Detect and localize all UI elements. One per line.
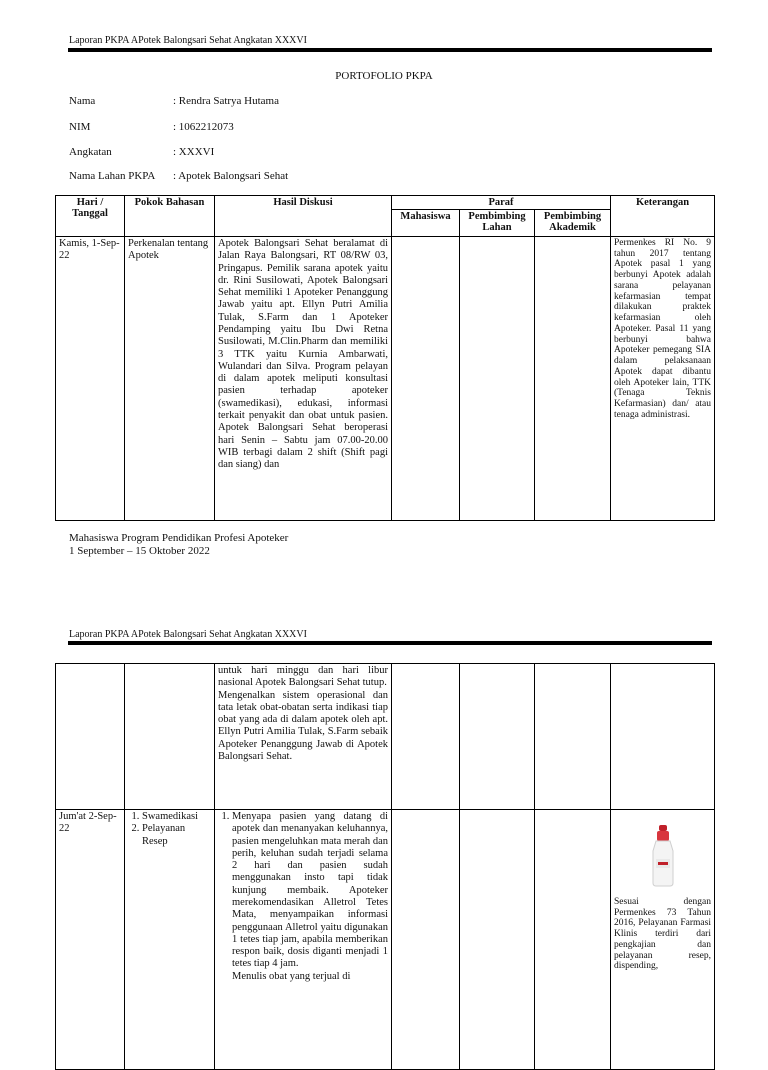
running-header: Laporan PKPA APotek Balongsari Sehat Angkatan XXXVI <box>69 35 307 46</box>
hasil-item: 1. Menyapa pasien yang datang di apotek dan menanyakan keluhannya, pasien mengeluhkan mata merah dan perih, keluhan sudah terjadi selama 2 hari dan pasien sudah menggunakan insto tapi tidak kunjung membaik. Apoteker merekomendasikan Alletrol Tetes Mata, menyampaikan informasi penggunaan Alletrol yaitu digunakan 1 tetes tiap jam, apabila memberikan respon baik, dosis diganti menjadi 1 tetes tiap 4 jam. <box>232 811 388 971</box>
identity-value: : 1062212073 <box>173 121 234 133</box>
portfolio-table <box>55 195 715 521</box>
page-title: PORTOFOLIO PKPA <box>335 70 433 82</box>
cell-paraf-akademik <box>535 237 611 521</box>
cell-hari: Jum'at 2-Sep-22 <box>56 810 125 1070</box>
cell-paraf-akademik <box>535 664 611 810</box>
identity-label: Angkatan <box>69 146 112 158</box>
page-footer <box>69 532 288 558</box>
identity-name <box>69 95 279 107</box>
identity-label: Nama <box>69 95 96 107</box>
header-pembimbing-akademik: Pembimbing Akademik <box>535 210 611 237</box>
cell-hasil: Apotek Balongsari Sehat beralamat di Jalan Raya Balongsari, RT 08/RW 03, Pringapus. Pemilik sarana apotek yaitu dr. Rini Susilowati, Apotek Balongsari Sehat memiliki 1 Apoteker Penanggung Jawab yaitu apt. Ellyn Putri Amilia Tulak, S.Farm dan 1 Apoteker Pendamping yaitu Ibu Dwi Retna Susilowati, M.Clin.Pharm dan memiliki 3 TTK yaitu Kurnia Ambarwati, Wulandari dan Silva. Program pelayan di dalam apotek meliputi konsultasi pasien terhadap apoteker (swamedikasi), edukasi, informasi terkait penyakit dan obat untuk pasien. Apotek Balongsari Sehat beroperasi hari Senin – Sabtu jam 07.00-20.00 WIB terbagi dalam 2 shift (Shift pagi dan siang) dan <box>215 237 392 521</box>
header-pembimbing-lahan: Pembimbing Lahan <box>460 210 535 237</box>
portfolio-table-continued <box>55 663 715 1070</box>
table-row <box>56 237 715 521</box>
identity-lahan <box>69 170 288 182</box>
footer-line: Mahasiswa Program Pendidikan Profesi Apoteker <box>69 532 289 544</box>
identity-label: Nama Lahan PKPA <box>69 170 156 182</box>
header-paraf: Paraf <box>392 196 611 210</box>
keterangan-text: Sesuai dengan Permenkes 73 Tahun 2016, Pelayanan Farmasi Klinis terdiri dari pengkajian dan pelayanan resep, dispending, <box>614 897 711 972</box>
table-row <box>56 810 715 1070</box>
footer-line: 1 September – 15 Oktober 2022 <box>69 545 210 558</box>
hasil-paragraph: Mengenalkan sistem operasional dan tata letak obat-obatan serta indikasi tiap obat yang ada di dalam apotek oleh apt. Ellyn Putri Amilia Tulak, S.Farm sebaik Apoteker Penanggung Jawab di Apotek Balongsari Sehat. <box>218 689 388 762</box>
cell-paraf-mahasiswa <box>392 664 460 810</box>
cell-hari: Kamis, 1-Sep-22 <box>56 237 125 521</box>
cell-paraf-mahasiswa <box>392 237 460 521</box>
cell-hari <box>56 664 125 810</box>
identity-nim <box>69 121 234 133</box>
header-mahasiswa: Mahasiswa <box>392 210 460 237</box>
pokok-item: 1. Swamedikasi <box>142 811 211 823</box>
cell-paraf-lahan <box>460 237 535 521</box>
hasil-paragraph: untuk hari minggu dan hari libur nasional Apotek Balongsari Sehat tutup. <box>218 665 388 689</box>
identity-value: : XXXVI <box>173 146 215 158</box>
table-row <box>56 664 715 810</box>
header-rule <box>68 48 712 52</box>
header-hari: Hari / Tanggal <box>56 196 125 237</box>
cell-keterangan <box>611 810 715 1070</box>
cell-keterangan: Permenkes RI No. 9 tahun 2017 tentang Apotek pasal 1 yang berbunyi Apotek adalah sarana pelayanan kefarmasian tempat dilakukan praktek kefarmasian oleh Apoteker. Pasal 11 yang berbunyi bahwa Apoteker pemegang SIA dalam pelaksanaan Apotek dapat dibantu oleh Apoteker lain, TTK (Tenaga Teknis Kefarmasian) dan/ atau tenaga administrasi. <box>611 237 715 521</box>
identity-value: : Rendra Satrya Hutama <box>173 95 279 107</box>
cell-paraf-mahasiswa <box>392 810 460 1070</box>
header-rule <box>68 641 712 645</box>
header-pokok: Pokok Bahasan <box>125 196 215 237</box>
cell-pokok: Perkenalan tentang Apotek <box>125 237 215 521</box>
hasil-continuation: Menulis obat yang terjual di <box>232 970 351 982</box>
identity-value: : Apotek Balongsari Sehat <box>173 170 289 182</box>
pokok-item: 2. Pelayanan Resep <box>142 823 211 848</box>
header-hasil: Hasil Diskusi <box>215 196 392 237</box>
cell-hasil <box>215 664 392 810</box>
cell-paraf-lahan <box>460 664 535 810</box>
cell-keterangan <box>611 664 715 810</box>
identity-label: NIM <box>69 121 91 133</box>
cell-paraf-lahan <box>460 810 535 1070</box>
cell-paraf-akademik <box>535 810 611 1070</box>
cell-hasil <box>215 810 392 1070</box>
cell-pokok <box>125 810 215 1070</box>
cell-pokok <box>125 664 215 810</box>
eye-drop-bottle-image <box>648 825 678 887</box>
identity-angkatan <box>69 146 214 158</box>
running-header: Laporan PKPA APotek Balongsari Sehat Angkatan XXXVI <box>69 629 307 640</box>
header-keterangan: Keterangan <box>611 196 715 237</box>
